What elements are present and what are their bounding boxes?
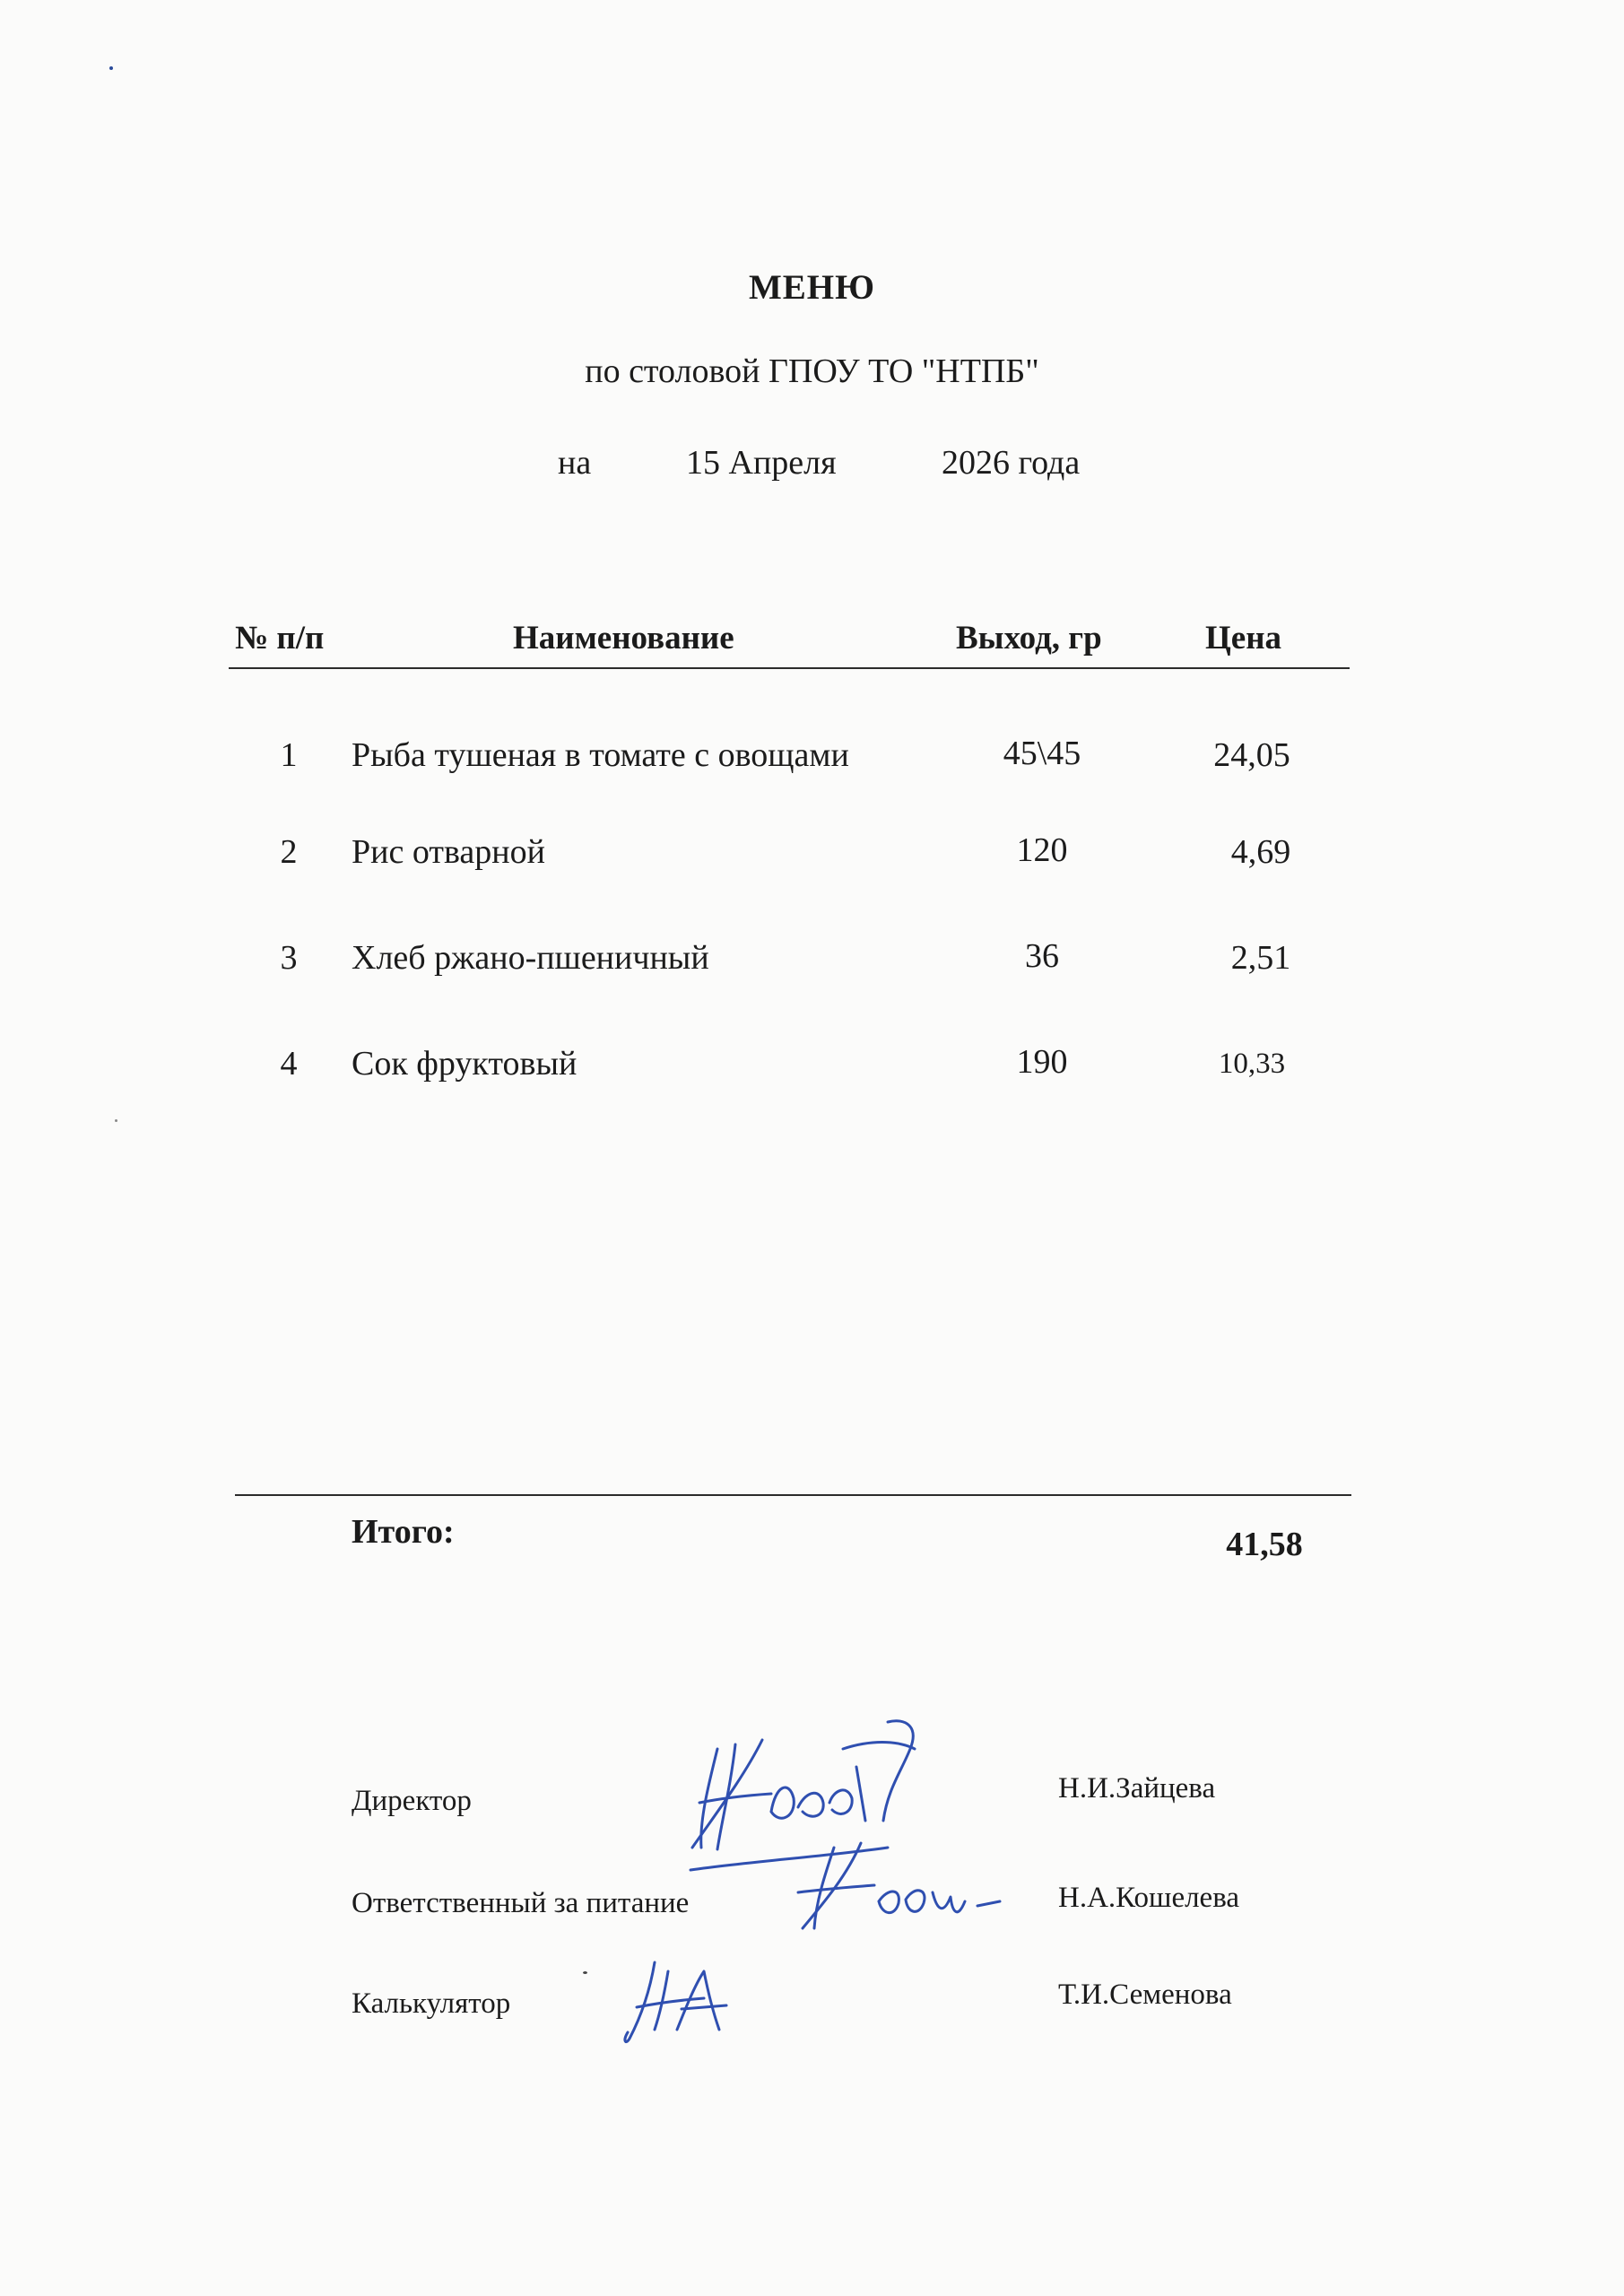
row-2-yield: 120 <box>1016 831 1068 869</box>
row-1-name: Рыба тушеная в томате с овощами <box>352 736 849 774</box>
date-prefix: на <box>558 444 592 482</box>
header-name: Наименование <box>513 620 734 657</box>
header-divider <box>229 667 1350 669</box>
row-2-price: 4,69 <box>1230 833 1291 871</box>
header-yield: Выход, гр <box>956 620 1102 657</box>
scan-speck <box>115 1119 117 1122</box>
total-label: Итого: <box>352 1513 455 1551</box>
signature-role-nutrition: Ответственный за питание <box>352 1887 690 1919</box>
row-3-yield: 36 <box>1025 937 1059 975</box>
signature-role-calculator: Калькулятор <box>352 1987 511 2020</box>
document-subtitle: по столовой ГПОУ ТО "НТПБ" <box>585 352 1039 390</box>
date-year: 2026 года <box>942 444 1081 482</box>
date-day-month: 15 Апреля <box>686 444 837 482</box>
row-1-price: 24,05 <box>1213 736 1290 774</box>
signature-name-calculator: Т.И.Семенова <box>1058 1979 1232 2011</box>
row-1-number: 1 <box>280 736 298 774</box>
scan-speck <box>109 66 113 70</box>
row-4-number: 4 <box>280 1045 298 1083</box>
document-title: МЕНЮ <box>748 268 876 307</box>
total-divider <box>235 1494 1351 1496</box>
calculator-signature <box>619 1944 744 2052</box>
signature-role-director: Директор <box>352 1785 472 1817</box>
row-2-number: 2 <box>280 833 298 871</box>
row-3-number: 3 <box>280 939 298 977</box>
row-4-price: 10,33 <box>1218 1048 1286 1080</box>
row-3-price: 2,51 <box>1230 939 1291 977</box>
scan-speck <box>583 1971 587 1974</box>
row-1-yield: 45\45 <box>1003 735 1081 772</box>
header-price: Цена <box>1205 620 1282 657</box>
row-2-name: Рис отварной <box>352 833 545 871</box>
signature-name-director: Н.И.Зайцева <box>1058 1772 1216 1805</box>
header-number: № п/п <box>235 620 325 657</box>
row-3-name: Хлеб ржано-пшеничный <box>352 939 709 977</box>
row-4-yield: 190 <box>1016 1043 1068 1081</box>
nutrition-signature <box>789 1830 1022 1946</box>
row-4-name: Сок фруктовый <box>352 1045 578 1083</box>
signature-name-nutrition: Н.А.Кошелева <box>1058 1882 1239 1914</box>
total-value: 41,58 <box>1226 1526 1303 1563</box>
